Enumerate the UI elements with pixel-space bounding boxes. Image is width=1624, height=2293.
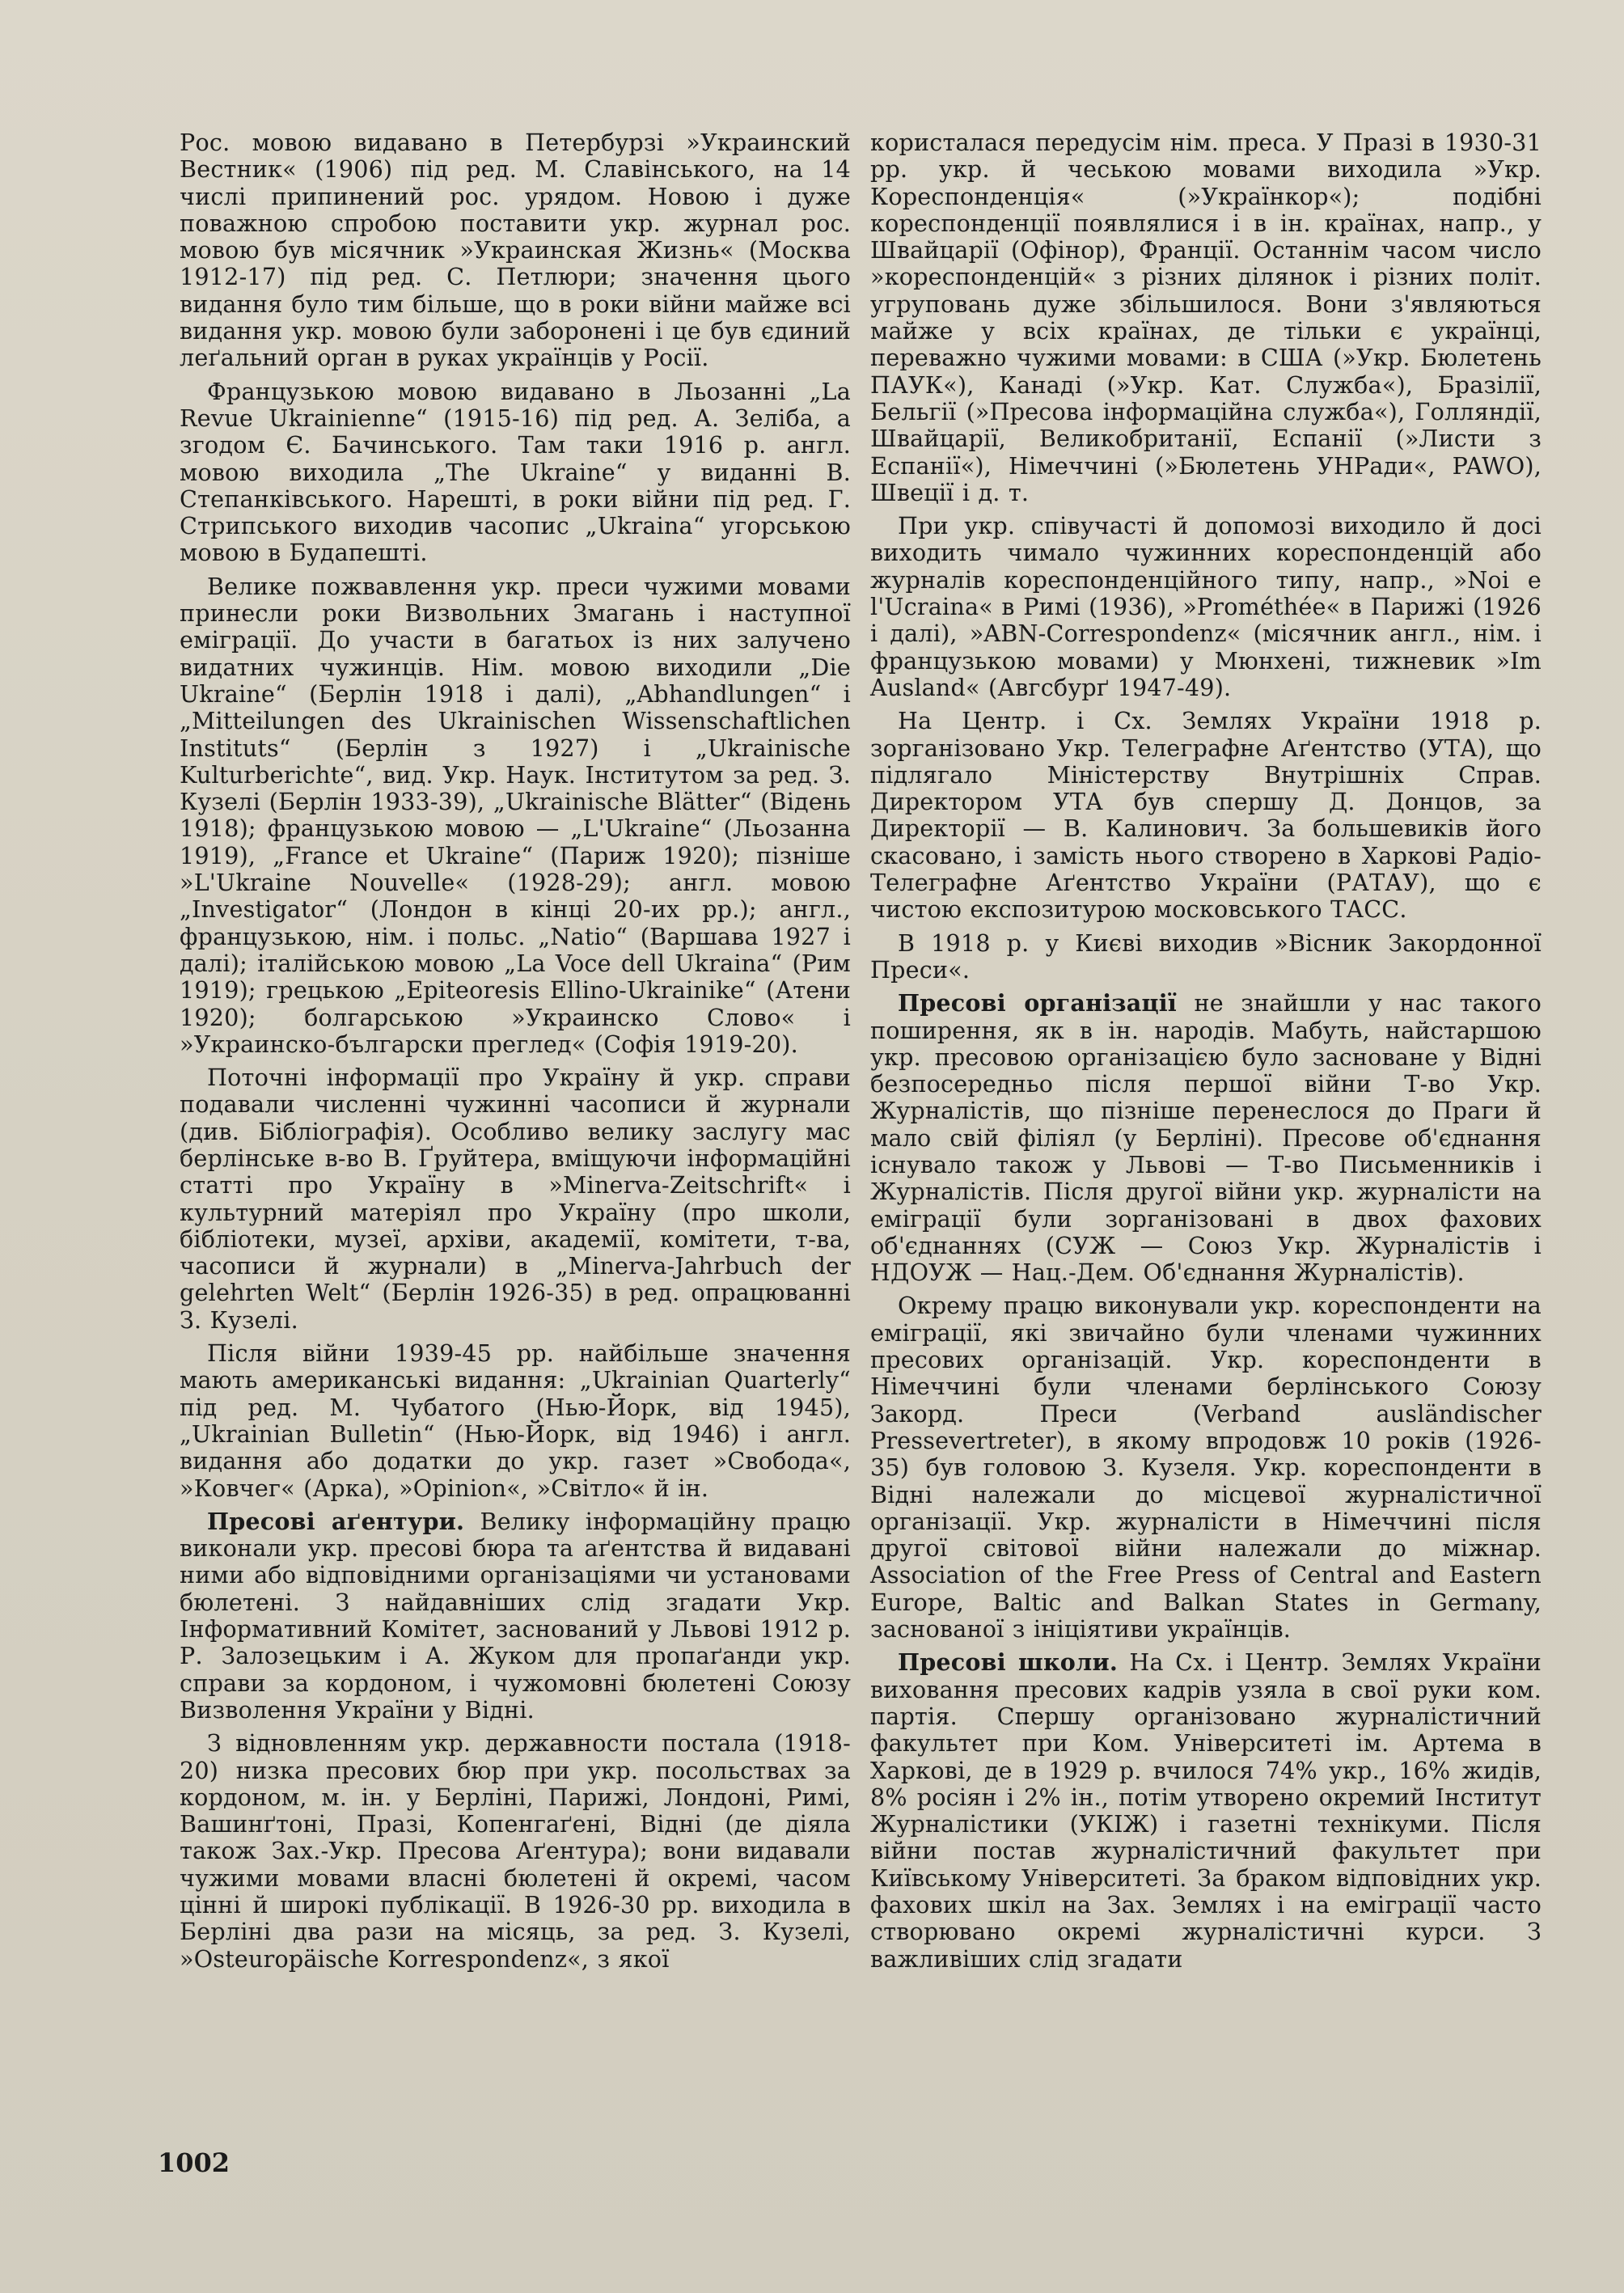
paragraph-text: На Сх. і Центр. Землях України виховання пресових кадрів узяла в свої руки ком. партія. Спершу організовано журналістичний факультет при Ком. Університеті ім. Артема в Харкові, де в 1929 р. вчилося 74% укр., 16% жидів, 8% росіян і 2% ін., потім утворено окремий Інститут Журналістики (УКІЖ) і газетні технікуми. Після війни постав журналістичний факультет при Київському Університеті. За браком відповідних укр. фахових шкіл на Зах. Землях і на еміграції часто створювано окремі журналістичні курси. З важливіших слід згадати <box>870 1648 1542 1973</box>
paragraph <box>180 573 851 1058</box>
left-column <box>180 129 851 1979</box>
paragraph-text: Поточні інформації про Україну й укр. справи подавали численні чужинні часописи й журнали (див. Бібліографія). Особливо велику заслугу мас берлінське в-во В. Ґруйтера, вміщуючи інформаційні статті про Україну в »Minerva-Zeitschrift« і культурний матеріял про Україну (про школи, бібліотеки, музеї, архіви, академії, комітети, т-ва, часописи й журнали) в „Minerva-Jahrbuch der gelehrten Welt“ (Берлін 1926-35) в ред. опрацюванні З. Кузелі. <box>180 1064 851 1334</box>
paragraph-text: При укр. співучасті й допомозі виходило й досі виходить чимало чужинних кореспонденцій або журналів кореспонденційного типу, напр., »Noi e l'Ucraina« в Римі (1936), »Prométhée« в Парижі (1926 і далі), »ABN-Correspondenz« (місячник англ., нім. і французькою мовами) у Мюнхені, тижневик »Im Ausland« (Авгсбурґ 1947-49). <box>870 512 1542 701</box>
paragraph-text: Окрему працю виконували укр. кореспонденти на еміграції, які звичайно були членами чужинних пресових організацій. Укр. кореспонденти в Німеччині були членами берлінського Союзу Закорд. Преси (Verband ausländischer Pressevertreter), в якому впродовж 10 років (1926-35) був головою З. Кузеля. Укр. кореспонденти в Відні належали до місцевої журналістичної організації. Укр. журналісти в Німеччині після другої світової війни належали до міжнар. Association of the Free Press of Central and Eastern Europe, Baltic and Balkan States in Germany, заснованої з ініціятиви українців. <box>870 1292 1542 1644</box>
paragraph <box>180 1508 851 1724</box>
paragraph <box>870 1649 1542 1973</box>
paragraph <box>870 1292 1542 1643</box>
paragraph <box>870 930 1542 984</box>
paragraph <box>870 990 1542 1286</box>
right-column <box>870 129 1542 1979</box>
paragraph-text: не знайшли у нас такого поширення, як в ін. народів. Мабуть, найстаршою укр. пресовою організацією було засноване у Відні безпосередньо після першої війни Т-во Укр. Журналістів, що пізніше перенеслося до Праги й мало свій філіял (у Берліні). Пресове об'єднання існувало також у Львові — Т-во Письменників і Журналістів. Після другої війни укр. журналісти на еміграції були зорганізовані в двох фахових об'єднаннях (СУЖ — Союз Укр. Журналістів і НДОУЖ — Нац.-Дем. Об'єднання Журналістів). <box>870 989 1542 1287</box>
paragraph <box>870 129 1542 506</box>
paragraph <box>180 1064 851 1334</box>
paragraph-text: В 1918 р. у Києві виходив »Вісник Закордонної Преси«. <box>870 929 1542 984</box>
paragraph-text: Рос. мовою видавано в Петербурзі »Украинский Вестник« (1906) під ред. М. Славінського, на 14 числі припинений рос. урядом. Новою і дуже поважною спробою поставити укр. журнал рос. мовою був місячник »Украинская Жизнь« (Москва 1912-17) під ред. С. Петлюри; значення цього видання було тим більше, що в роки війни майже всі видання укр. мовою були заборонені і це був єдиний леґальний орган в руках українців у Росії. <box>180 129 851 372</box>
page-number: 1002 <box>158 2147 230 2178</box>
paragraph <box>870 708 1542 923</box>
paragraph-text: На Центр. і Сх. Землях України 1918 р. зорганізовано Укр. Телеграфне Аґентство (УТА), що підлягало Міністерству Внутрішніх Справ. Директором УТА був спершу Д. Донцов, за Директорії — В. Калинович. За большевиків його скасовано, і замість нього створено в Харкові Радіо-Телеграфне Аґентство України (РАТАУ), що є чистою експозитурою московського ТАСС. <box>870 707 1542 924</box>
paragraph-heading: Пресові школи. <box>898 1648 1119 1677</box>
paragraph-heading: Пресові аґентури. <box>207 1507 465 1535</box>
paragraph-heading: Пресові організації <box>898 989 1177 1017</box>
paragraph-text: Французькою мовою видавано в Льозанні „La Revue Ukrainienne“ (1915-16) під ред. А. Зеліба, а згодом Є. Бачинського. Там таки 1916 р. англ. мовою виходила „The Ukraine“ у виданні В. Степанківського. Нарешті, в роки війни під ред. Г. Стрипського виходив часопис „Ukraina“ угорською мовою в Будапешті. <box>180 377 851 567</box>
paragraph <box>180 1730 851 1973</box>
paragraph <box>180 129 851 372</box>
paragraph-text: Велику інформаційну працю виконали укр. пресові бюра та аґентства й видавані ними або відповідними організаціями чи установами бюлетені. З найдавніших слід згадати Укр. Інформативний Комітет, заснований у Львові 1912 р. Р. Залозецьким і А. Жуком для пропаґанди укр. справи за кордоном, і чужомовні бюлетені Союзу Визволення України у Відні. <box>180 1507 851 1724</box>
paragraph-text: З відновленням укр. державности постала (1918-20) низка пресових бюр при укр. посольствах за кордоном, м. ін. у Берліні, Парижі, Лондоні, Римі, Вашинґтоні, Празі, Копенгаґені, Відні (де діяла також Зах.-Укр. Пресова Аґентура); вони видавали чужими мовами власні бюлетені й окремі, часом цінні й широкі публікації. В 1926-30 рр. виходила в Берліні два рази на місяць, за ред. З. Кузелі, »Osteuropäische Korrespondenz«, з якої <box>180 1729 851 1973</box>
paragraph-text: Велике пожвавлення укр. преси чужими мовами принесли роки Визвольних Змагань і наступної еміграції. До участи в багатьох із них залучено видатних чужинців. Нім. мовою виходили „Die Ukraine“ (Берлін 1918 і далі), „Abhandlungen“ і „Mitteilungen des Ukrainischen Wissenschaftlichen Instituts“ (Берлін з 1927) і „Ukrainische Kulturberichte“, вид. Укр. Наук. Інститутом за ред. З. Кузелі (Берлін 1933-39), „Ukrainische Blätter“ (Відень 1918); французькою мовою — „L'Ukraine“ (Льозанна 1919), „France et Ukraine“ (Париж 1920); пізніше »L'Ukraine Nouvelle« (1928-29); англ. мовою „Investigator“ (Лондон в кінці 20-их рр.); англ., французькою, нім. і польс. „Natio“ (Варшава 1927 і далі); італійською мовою „La Voce dell Ukraina“ (Рим 1919); грецькою „Epiteoresis Ellino-Ukrainike“ (Атени 1920); болгарською »Украинско Слово« і »Украинско-български преглед« (Софія 1919-20). <box>180 572 851 1058</box>
paragraph-text: користалася передусім нім. преса. У Празі в 1930-31 рр. укр. й чеською мовами виходила »Укр. Кореспонденція« (»Українкор«); подібні кореспонденції появлялися і в ін. країнах, напр., у Швайцарії (Офінор), Франції. Останнім часом число »кореспонденцій« з різних ділянок і різних політ. угруповань дуже збільшилося. Вони з'являються майже у всіх країнах, де тільки є українці, переважно чужими мовами: в США (»Укр. Бюлетень ПАУК«), Канаді (»Укр. Кат. Служба«), Бразілії, Бельгії (»Пресова інформаційна служба«), Голляндії, Швайцарії, Великобританії, Еспанії (»Листи з Еспанії«), Німеччині (»Бюлетень УНРади«, PAWO), Швеції і д. т. <box>870 129 1542 506</box>
paragraph <box>870 513 1542 701</box>
paragraph <box>180 1340 851 1502</box>
paragraph-text: Після війни 1939-45 рр. найбільше значення мають американські видання: „Ukrainian Quarterly“ під ред. М. Чубатого (Нью-Йорк, від 1945), „Ukrainian Bulletin“ (Нью-Йорк, від 1946) і англ. видання або додатки до укр. газет »Свобода«, »Ковчег« (Арка), »Opinion«, »Світло« й ін. <box>180 1339 851 1502</box>
paragraph <box>180 379 851 567</box>
